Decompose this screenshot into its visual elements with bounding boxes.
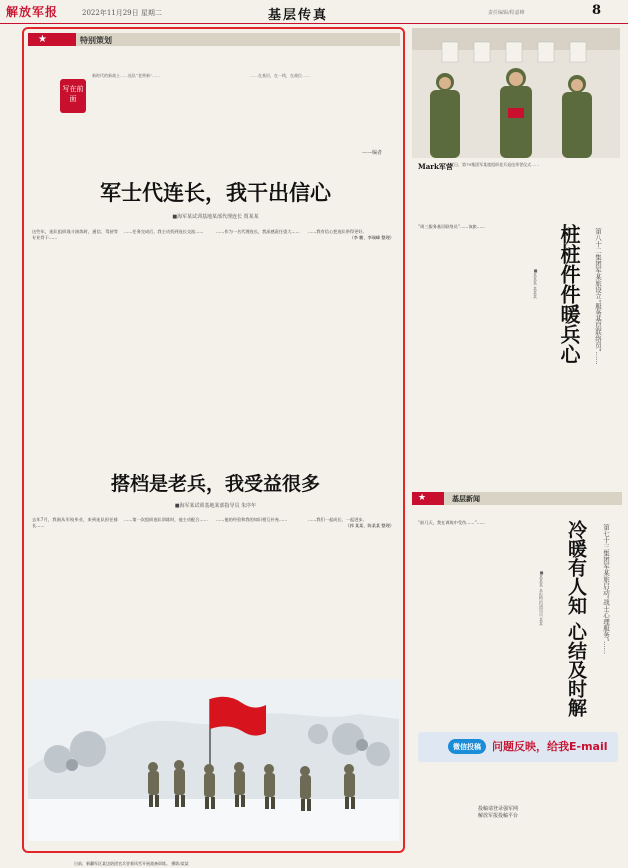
right-article1-title: 桩桩件件暖兵心 — [557, 224, 581, 364]
feature-band-label: 特别策划 — [80, 35, 112, 45]
article1-column-1: 这些年，连队组织战斗演练时，通信、驾驶等专业骨干…… — [32, 229, 118, 241]
mark-caption: 近日，第79集团军某旅组织老兵退伍荣誉仪式…… — [450, 162, 540, 167]
right-article2-body: “前几天，我在训练中受伤……”…… — [418, 520, 486, 525]
feature-band — [28, 33, 400, 46]
article1-byline — [24, 213, 407, 220]
article2-column-1: 去年7月，我刚从军校毕业，来到连队担任排长…… — [32, 517, 118, 529]
article1-column-2: ……任务完成后，我主动找到连长交流…… — [124, 229, 204, 234]
veterans-illustration — [412, 28, 620, 158]
veterans-photo — [412, 28, 620, 158]
article2-byline — [24, 502, 407, 509]
article2-column-2: ……第一次组织连队训练时，他主动配合…… — [124, 517, 208, 522]
article2-byline-text: ■海军某试训基地某部指导员 朱序年 — [174, 503, 257, 509]
responsible-editor: 责任编辑/程嘉峰 — [488, 10, 525, 16]
article1-signature: （李 鹏、李瑞峰 整理） — [349, 235, 394, 241]
article1-column-4 — [308, 229, 394, 451]
right-article2-subtitle: 第七十三集团军某旅启动“战士心理服务”…… — [602, 524, 610, 655]
article2-signature: （郭 某某、陈某某 整理） — [345, 523, 394, 529]
right-article1-subtitle: 第八十二集团军某旅设立“服务基层联络员”…… — [594, 228, 602, 365]
article2-column-4 — [308, 517, 394, 679]
newspaper-logo: 解放军报 — [6, 5, 59, 19]
article1-byline-text: ■海军某试训基地某部代理连长 贾某某 — [172, 214, 259, 220]
issue-date: 2022年11月29日 星期二 — [82, 9, 162, 17]
email-pill: 微信投稿 — [448, 739, 486, 754]
right-article2-title: 冷暖有人知 心结及时解 — [565, 520, 587, 717]
email-banner-text: 问题反映，给我E-mail — [492, 740, 608, 753]
email-banner[interactable] — [418, 732, 618, 762]
right-article1-body: “周三服务基层联络员”……该旅…… — [418, 224, 486, 229]
article1-column-3: ……作为一名代理连长，我深感责任重大…… — [216, 229, 300, 234]
news-band-label: 基层新闻 — [452, 494, 480, 503]
intro-signature: ——编者 — [362, 150, 383, 156]
intro-text: 新时代的新战士……连队“老带新”…… — [92, 73, 161, 78]
article2-column-3: ……他的经验和我的知识相互补充…… — [216, 517, 288, 522]
right-article1-byline: ■某某某 某某某 — [533, 268, 538, 299]
intro-badge: 写在前面 — [60, 79, 86, 113]
star-icon: ★ — [418, 493, 427, 503]
masthead — [0, 0, 628, 24]
intro-text-continued: ……在基层，在一线，在战位…… — [250, 73, 310, 78]
photo-caption: 日前，新疆军区某边防团官兵冒着风雪开展战备训练。 摄影/某某 — [74, 861, 189, 866]
news-band — [412, 492, 622, 505]
article1-column-4-text: ……我有信心把连队带得更好。 — [308, 229, 367, 234]
article1-title: 军士代连长，我干出信心 — [100, 181, 331, 205]
article2-title: 搭档是老兵，我受益很多 — [110, 473, 320, 495]
snow-patrol-illustration — [28, 679, 399, 841]
article2-column-4-text: ……我们一起成长、一起进步。 — [308, 517, 367, 522]
page-number: 8 — [592, 3, 602, 18]
mark-label: Mark军营 — [418, 162, 453, 171]
special-feature — [22, 27, 405, 866]
star-icon: ★ — [38, 34, 47, 45]
snow-patrol-photo — [28, 679, 399, 841]
section-title: 基层传真 — [268, 8, 329, 23]
right-article2-byline: ■某某某 本报特约通讯员 某某 — [539, 570, 544, 626]
submission-footer: 投稿请登录强军网 解放军报投稿平台 — [478, 806, 519, 819]
